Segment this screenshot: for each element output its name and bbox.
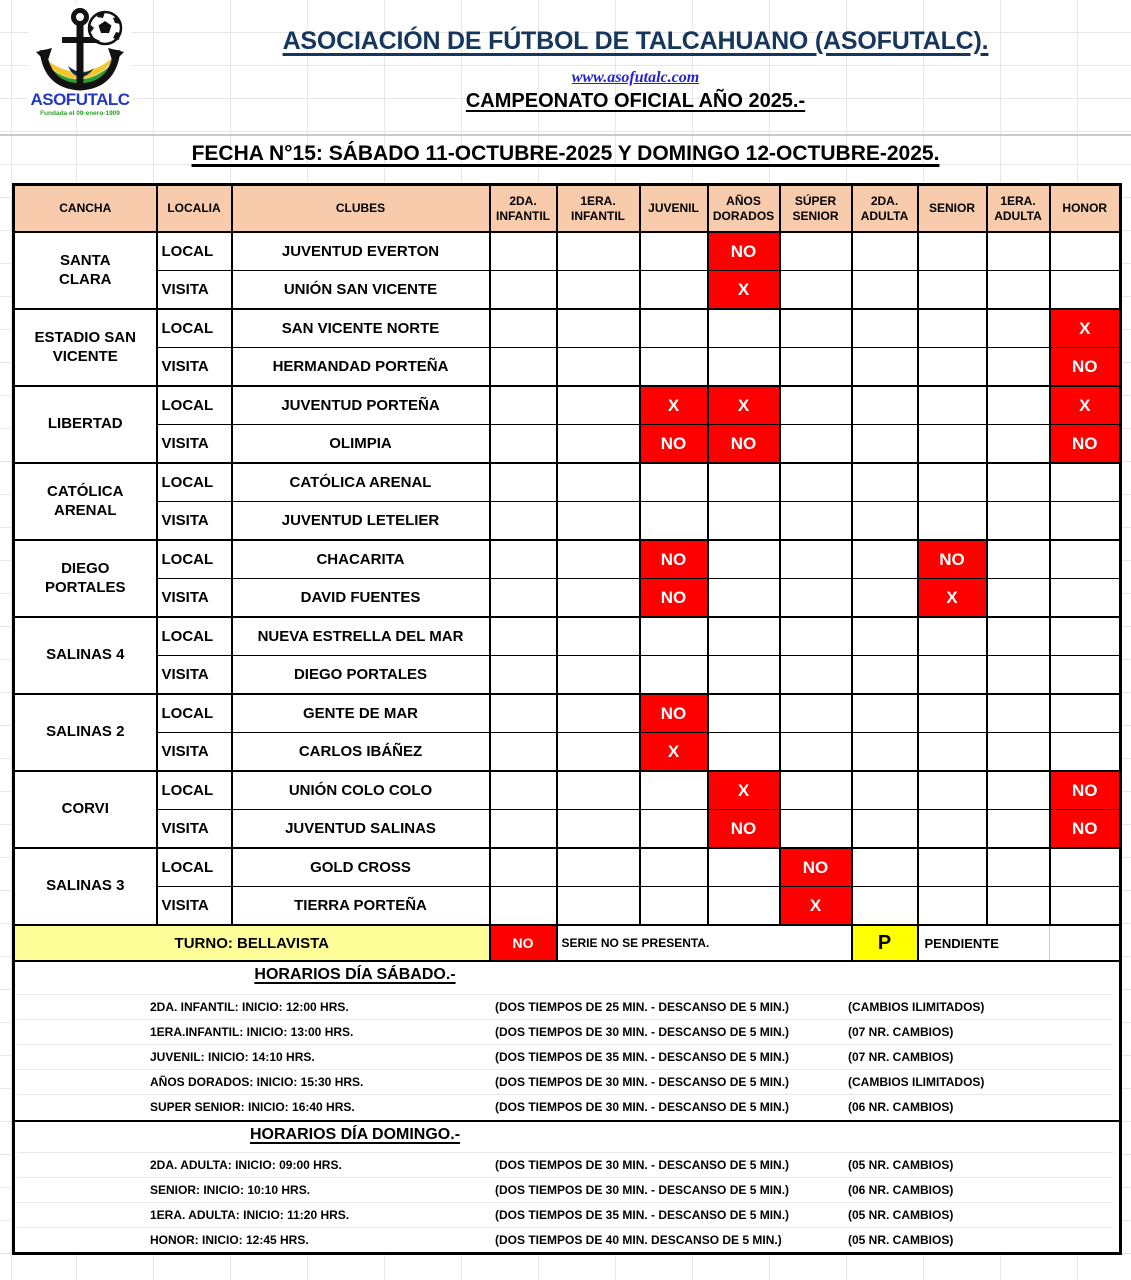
localia-cell: LOCAL xyxy=(157,309,232,348)
empty-cell-senior xyxy=(918,348,987,387)
website-link-row xyxy=(150,69,1121,87)
club-cell: JUVENTUD SALINAS xyxy=(232,810,490,849)
localia-cell: LOCAL xyxy=(157,463,232,502)
mark-cell-senior: NO xyxy=(918,540,987,579)
localia-cell: LOCAL xyxy=(157,771,232,810)
venue-cell: SALINAS 2 xyxy=(14,694,157,771)
empty-cell-adulta1 xyxy=(987,694,1050,733)
schedule-block-row xyxy=(14,1121,1121,1254)
club-cell: NUEVA ESTRELLA DEL MAR xyxy=(232,617,490,656)
empty-cell-adulta1 xyxy=(987,656,1050,695)
schedule-changes: (06 NR. CAMBIOS) xyxy=(848,1183,954,1197)
venue-cell: LIBERTAD xyxy=(14,386,157,463)
empty-cell-adulta1 xyxy=(987,579,1050,618)
schedule-row xyxy=(17,994,1113,1020)
empty-cell-infantil2 xyxy=(490,309,557,348)
schedule-serie: AÑOS DORADOS: INICIO: 15:30 HRS. xyxy=(150,1075,364,1089)
empty-cell-dorados xyxy=(708,348,780,387)
fixture-row xyxy=(14,386,1121,425)
empty-cell-super_senior xyxy=(780,309,852,348)
empty-cell-adulta2 xyxy=(852,887,918,926)
venue-cell: SALINAS 4 xyxy=(14,617,157,694)
empty-cell-adulta2 xyxy=(852,656,918,695)
fixture-row xyxy=(14,348,1121,387)
club-cell: JUVENTUD PORTEÑA xyxy=(232,386,490,425)
empty-cell-infantil1 xyxy=(557,694,640,733)
empty-cell-honor xyxy=(1050,579,1121,618)
column-header: 2DA. ADULTA xyxy=(852,185,918,233)
mark-cell-juvenil: NO xyxy=(640,579,708,618)
empty-cell-dorados xyxy=(708,463,780,502)
mark-cell-juvenil: X xyxy=(640,386,708,425)
empty-cell-senior xyxy=(918,694,987,733)
column-header: 2DA. INFANTIL xyxy=(490,185,557,233)
empty-cell-infantil2 xyxy=(490,579,557,618)
empty-cell-super_senior xyxy=(780,733,852,772)
empty-cell-infantil1 xyxy=(557,733,640,772)
empty-cell-adulta1 xyxy=(987,232,1050,271)
schedule-row xyxy=(17,1152,1113,1178)
club-cell: UNIÓN COLO COLO xyxy=(232,771,490,810)
empty-cell-adulta2 xyxy=(852,540,918,579)
schedule-serie: 1ERA.INFANTIL: INICIO: 13:00 HRS. xyxy=(150,1025,354,1039)
schedule-row xyxy=(17,1069,1113,1095)
club-cell: SAN VICENTE NORTE xyxy=(232,309,490,348)
schedule-serie: SUPER SENIOR: INICIO: 16:40 HRS. xyxy=(150,1100,355,1114)
mark-cell-dorados: X xyxy=(708,386,780,425)
empty-cell-juvenil xyxy=(640,232,708,271)
mark-cell-dorados: X xyxy=(708,771,780,810)
empty-cell-dorados xyxy=(708,733,780,772)
empty-cell-adulta2 xyxy=(852,502,918,541)
empty-cell-super_senior xyxy=(780,463,852,502)
empty-cell-honor xyxy=(1050,617,1121,656)
empty-cell-senior xyxy=(918,771,987,810)
mark-cell-juvenil: NO xyxy=(640,540,708,579)
empty-cell-honor xyxy=(1050,502,1121,541)
empty-cell-dorados xyxy=(708,579,780,618)
empty-cell-infantil1 xyxy=(557,810,640,849)
empty-cell-senior xyxy=(918,425,987,464)
turno-pending-mark-cell: P xyxy=(852,925,918,961)
schedule-duration: (DOS TIEMPOS DE 40 MIN. DESCANSO DE 5 MIN.) xyxy=(495,1233,782,1247)
logo-founded-text: Fundada el 09-enero-1909 xyxy=(40,110,120,117)
empty-cell-honor xyxy=(1050,463,1121,502)
venue-cell: CORVI xyxy=(14,771,157,848)
turno-empty-cell xyxy=(1050,925,1121,961)
empty-cell-infantil1 xyxy=(557,579,640,618)
empty-cell-super_senior xyxy=(780,271,852,310)
empty-cell-juvenil xyxy=(640,848,708,887)
empty-cell-infantil2 xyxy=(490,271,557,310)
empty-cell-dorados xyxy=(708,694,780,733)
mark-cell-honor: NO xyxy=(1050,771,1121,810)
mark-cell-super_senior: NO xyxy=(780,848,852,887)
schedule-duration: (DOS TIEMPOS DE 35 MIN. - DESCANSO DE 5 MIN.) xyxy=(495,1208,790,1222)
empty-cell-infantil2 xyxy=(490,694,557,733)
empty-cell-infantil2 xyxy=(490,386,557,425)
empty-cell-super_senior xyxy=(780,386,852,425)
fixture-row xyxy=(14,502,1121,541)
turno-no-mark-cell: NO xyxy=(490,925,557,961)
empty-cell-senior xyxy=(918,309,987,348)
mark-cell-juvenil: NO xyxy=(640,694,708,733)
empty-cell-super_senior xyxy=(780,810,852,849)
localia-cell: VISITA xyxy=(157,887,232,926)
empty-cell-adulta2 xyxy=(852,425,918,464)
empty-cell-super_senior xyxy=(780,656,852,695)
column-header: SÚPER SENIOR xyxy=(780,185,852,233)
schedule-duration: (DOS TIEMPOS DE 30 MIN. - DESCANSO DE 5 MIN.) xyxy=(495,1100,790,1114)
empty-cell-adulta1 xyxy=(987,425,1050,464)
empty-cell-infantil1 xyxy=(557,348,640,387)
empty-cell-senior xyxy=(918,463,987,502)
column-header: JUVENIL xyxy=(640,185,708,233)
empty-cell-adulta2 xyxy=(852,271,918,310)
schedule-title: HORARIOS DÍA DOMINGO.- xyxy=(249,1126,461,1143)
club-cell: JUVENTUD EVERTON xyxy=(232,232,490,271)
mark-cell-honor: NO xyxy=(1050,810,1121,849)
empty-cell-adulta1 xyxy=(987,887,1050,926)
club-cell: HERMANDAD PORTEÑA xyxy=(232,348,490,387)
empty-cell-adulta2 xyxy=(852,463,918,502)
fixture-row xyxy=(14,771,1121,810)
fixtures-table xyxy=(12,183,1122,1255)
column-header: CLUBES xyxy=(232,185,490,233)
localia-cell: LOCAL xyxy=(157,617,232,656)
empty-cell-honor xyxy=(1050,887,1121,926)
empty-cell-infantil2 xyxy=(490,232,557,271)
empty-cell-senior xyxy=(918,232,987,271)
mark-cell-super_senior: X xyxy=(780,887,852,926)
empty-cell-infantil2 xyxy=(490,887,557,926)
empty-cell-infantil1 xyxy=(557,232,640,271)
schedule-serie: HONOR: INICIO: 12:45 HRS. xyxy=(150,1233,309,1247)
schedule-block-row xyxy=(14,961,1121,1121)
column-header: LOCALIA xyxy=(157,185,232,233)
schedule-row xyxy=(17,1044,1113,1070)
fixture-row xyxy=(14,656,1121,695)
empty-cell-dorados xyxy=(708,617,780,656)
empty-cell-infantil1 xyxy=(557,656,640,695)
turno-pending-label-cell: PENDIENTE xyxy=(918,925,1050,961)
empty-cell-juvenil xyxy=(640,656,708,695)
schedule-row xyxy=(17,1202,1113,1228)
empty-cell-senior xyxy=(918,810,987,849)
mark-cell-dorados: X xyxy=(708,271,780,310)
empty-cell-super_senior xyxy=(780,232,852,271)
empty-cell-adulta1 xyxy=(987,309,1050,348)
schedule-changes: (05 NR. CAMBIOS) xyxy=(848,1208,954,1222)
empty-cell-super_senior xyxy=(780,579,852,618)
empty-cell-dorados xyxy=(708,502,780,541)
empty-cell-adulta2 xyxy=(852,848,918,887)
empty-cell-adulta1 xyxy=(987,348,1050,387)
empty-cell-juvenil xyxy=(640,810,708,849)
anchor-ball-logo-graphic xyxy=(28,4,132,118)
turno-note-cell: SERIE NO SE PRESENTA. xyxy=(557,925,852,961)
club-cell: CATÓLICA ARENAL xyxy=(232,463,490,502)
fixture-row xyxy=(14,848,1121,887)
club-cell: DAVID FUENTES xyxy=(232,579,490,618)
empty-cell-super_senior xyxy=(780,425,852,464)
empty-cell-senior xyxy=(918,502,987,541)
localia-cell: LOCAL xyxy=(157,232,232,271)
empty-cell-senior xyxy=(918,386,987,425)
schedule-title: HORARIOS DÍA SÁBADO.- xyxy=(254,966,456,983)
mark-cell-juvenil: NO xyxy=(640,425,708,464)
empty-cell-infantil1 xyxy=(557,617,640,656)
schedule-changes: (06 NR. CAMBIOS) xyxy=(848,1100,954,1114)
empty-cell-adulta1 xyxy=(987,540,1050,579)
empty-cell-dorados xyxy=(708,848,780,887)
club-cell: TIERRA PORTEÑA xyxy=(232,887,490,926)
club-cell: UNIÓN SAN VICENTE xyxy=(232,271,490,310)
empty-cell-honor xyxy=(1050,271,1121,310)
empty-cell-adulta2 xyxy=(852,232,918,271)
empty-cell-super_senior xyxy=(780,771,852,810)
empty-cell-infantil2 xyxy=(490,617,557,656)
turno-label-cell: TURNO: BELLAVISTA xyxy=(14,925,490,961)
fixture-row xyxy=(14,810,1121,849)
fixture-row xyxy=(14,425,1121,464)
empty-cell-infantil2 xyxy=(490,771,557,810)
empty-cell-infantil1 xyxy=(557,271,640,310)
page-title: ASOCIACIÓN DE FÚTBOL DE TALCAHUANO (ASOFUTALC). xyxy=(282,27,989,55)
empty-cell-infantil1 xyxy=(557,463,640,502)
schedule-row xyxy=(17,1094,1113,1120)
turno-row xyxy=(14,925,1121,961)
asofutalc-logo xyxy=(28,4,132,118)
empty-cell-infantil2 xyxy=(490,540,557,579)
empty-cell-adulta1 xyxy=(987,733,1050,772)
empty-cell-juvenil xyxy=(640,463,708,502)
empty-cell-senior xyxy=(918,848,987,887)
club-cell: JUVENTUD LETELIER xyxy=(232,502,490,541)
schedule-serie: 2DA. INFANTIL: INICIO: 12:00 HRS. xyxy=(150,1000,349,1014)
column-header: CANCHA xyxy=(14,185,157,233)
mark-cell-dorados: NO xyxy=(708,425,780,464)
empty-cell-infantil1 xyxy=(557,309,640,348)
empty-cell-infantil1 xyxy=(557,540,640,579)
empty-cell-dorados xyxy=(708,309,780,348)
schedule-block-saturday xyxy=(14,961,1121,1121)
empty-cell-infantil1 xyxy=(557,425,640,464)
club-cell: DIEGO PORTALES xyxy=(232,656,490,695)
localia-cell: VISITA xyxy=(157,579,232,618)
empty-cell-juvenil xyxy=(640,617,708,656)
empty-cell-adulta2 xyxy=(852,771,918,810)
empty-cell-dorados xyxy=(708,540,780,579)
empty-cell-honor xyxy=(1050,694,1121,733)
localia-cell: VISITA xyxy=(157,271,232,310)
fecha-title: FECHA N°15: SÁBADO 11-OCTUBRE-2025 Y DOMINGO 12-OCTUBRE-2025. xyxy=(191,142,940,165)
schedule-changes: (05 NR. CAMBIOS) xyxy=(848,1233,954,1247)
empty-cell-adulta1 xyxy=(987,771,1050,810)
empty-cell-senior xyxy=(918,733,987,772)
empty-cell-adulta1 xyxy=(987,271,1050,310)
mark-cell-honor: NO xyxy=(1050,425,1121,464)
column-header: 1ERA. INFANTIL xyxy=(557,185,640,233)
schedule-duration: (DOS TIEMPOS DE 35 MIN. - DESCANSO DE 5 MIN.) xyxy=(495,1050,790,1064)
venue-cell: SALINAS 3 xyxy=(14,848,157,925)
championship-subtitle: CAMPEONATO OFICIAL AÑO 2025.- xyxy=(465,90,806,112)
fixture-row xyxy=(14,694,1121,733)
fixture-row xyxy=(14,232,1121,271)
fixture-row xyxy=(14,617,1121,656)
empty-cell-juvenil xyxy=(640,887,708,926)
schedule-row xyxy=(17,1227,1113,1253)
fixture-row xyxy=(14,887,1121,926)
empty-cell-adulta2 xyxy=(852,810,918,849)
club-cell: CARLOS IBÁÑEZ xyxy=(232,733,490,772)
localia-cell: LOCAL xyxy=(157,694,232,733)
empty-cell-infantil2 xyxy=(490,848,557,887)
empty-cell-super_senior xyxy=(780,694,852,733)
mark-cell-honor: NO xyxy=(1050,348,1121,387)
schedule-serie: SENIOR: INICIO: 10:10 HRS. xyxy=(150,1183,311,1197)
empty-cell-juvenil xyxy=(640,309,708,348)
empty-cell-dorados xyxy=(708,656,780,695)
mark-cell-dorados: NO xyxy=(708,810,780,849)
localia-cell: VISITA xyxy=(157,348,232,387)
divider-line xyxy=(0,134,1131,136)
schedule-duration: (DOS TIEMPOS DE 30 MIN. - DESCANSO DE 5 MIN.) xyxy=(495,1025,790,1039)
localia-cell: VISITA xyxy=(157,656,232,695)
schedule-block-sunday xyxy=(14,1121,1121,1254)
empty-cell-super_senior xyxy=(780,348,852,387)
header-row xyxy=(14,185,1121,233)
schedule-changes: (CAMBIOS ILIMITADOS) xyxy=(848,1000,985,1014)
localia-cell: LOCAL xyxy=(157,848,232,887)
mark-cell-senior: X xyxy=(918,579,987,618)
empty-cell-adulta2 xyxy=(852,694,918,733)
fixture-row xyxy=(14,733,1121,772)
empty-cell-infantil1 xyxy=(557,502,640,541)
empty-cell-infantil2 xyxy=(490,733,557,772)
logo-soccer-ball xyxy=(89,12,122,44)
empty-cell-adulta2 xyxy=(852,733,918,772)
schedule-duration: (DOS TIEMPOS DE 25 MIN. - DESCANSO DE 5 MIN.) xyxy=(495,1000,790,1014)
empty-cell-adulta2 xyxy=(852,348,918,387)
empty-cell-adulta1 xyxy=(987,463,1050,502)
club-cell: CHACARITA xyxy=(232,540,490,579)
schedule-changes: (CAMBIOS ILIMITADOS) xyxy=(848,1075,985,1089)
empty-cell-adulta2 xyxy=(852,579,918,618)
empty-cell-adulta1 xyxy=(987,810,1050,849)
schedule-row xyxy=(17,1019,1113,1045)
club-cell: GOLD CROSS xyxy=(232,848,490,887)
club-cell: GENTE DE MAR xyxy=(232,694,490,733)
empty-cell-infantil2 xyxy=(490,348,557,387)
column-header: HONOR xyxy=(1050,185,1121,233)
fixture-row xyxy=(14,271,1121,310)
empty-cell-infantil1 xyxy=(557,848,640,887)
mark-cell-dorados: NO xyxy=(708,232,780,271)
empty-cell-adulta1 xyxy=(987,502,1050,541)
empty-cell-super_senior xyxy=(780,617,852,656)
empty-cell-infantil2 xyxy=(490,425,557,464)
empty-cell-senior xyxy=(918,656,987,695)
empty-cell-honor xyxy=(1050,848,1121,887)
mark-cell-honor: X xyxy=(1050,386,1121,425)
empty-cell-senior xyxy=(918,617,987,656)
empty-cell-adulta1 xyxy=(987,617,1050,656)
club-cell: OLIMPIA xyxy=(232,425,490,464)
empty-cell-juvenil xyxy=(640,771,708,810)
schedule-serie: 2DA. ADULTA: INICIO: 09:00 HRS. xyxy=(150,1158,342,1172)
empty-cell-infantil2 xyxy=(490,463,557,502)
empty-cell-infantil2 xyxy=(490,656,557,695)
mark-cell-honor: X xyxy=(1050,309,1121,348)
schedule-changes: (07 NR. CAMBIOS) xyxy=(848,1025,954,1039)
localia-cell: VISITA xyxy=(157,733,232,772)
empty-cell-adulta2 xyxy=(852,386,918,425)
website-link[interactable]: www.asofutalc.com xyxy=(571,69,700,86)
mark-cell-juvenil: X xyxy=(640,733,708,772)
empty-cell-honor xyxy=(1050,540,1121,579)
localia-cell: VISITA xyxy=(157,810,232,849)
venue-cell: ESTADIO SAN VICENTE xyxy=(14,309,157,386)
fixture-row xyxy=(14,540,1121,579)
empty-cell-adulta1 xyxy=(987,386,1050,425)
schedule-duration: (DOS TIEMPOS DE 30 MIN. - DESCANSO DE 5 MIN.) xyxy=(495,1158,790,1172)
empty-cell-dorados xyxy=(708,887,780,926)
fixture-row xyxy=(14,463,1121,502)
empty-cell-adulta1 xyxy=(987,848,1050,887)
venue-cell: CATÓLICA ARENAL xyxy=(14,463,157,540)
empty-cell-infantil2 xyxy=(490,810,557,849)
empty-cell-infantil1 xyxy=(557,771,640,810)
empty-cell-juvenil xyxy=(640,348,708,387)
empty-cell-honor xyxy=(1050,733,1121,772)
localia-cell: VISITA xyxy=(157,425,232,464)
schedule-duration: (DOS TIEMPOS DE 30 MIN. - DESCANSO DE 5 MIN.) xyxy=(495,1183,790,1197)
column-header: AÑOS DORADOS xyxy=(708,185,780,233)
empty-cell-adulta2 xyxy=(852,617,918,656)
empty-cell-super_senior xyxy=(780,540,852,579)
empty-cell-infantil1 xyxy=(557,386,640,425)
schedule-serie: 1ERA. ADULTA: INICIO: 11:20 HRS. xyxy=(150,1208,350,1222)
schedule-changes: (05 NR. CAMBIOS) xyxy=(848,1158,954,1172)
schedule-duration: (DOS TIEMPOS DE 30 MIN. - DESCANSO DE 5 MIN.) xyxy=(495,1075,790,1089)
localia-cell: LOCAL xyxy=(157,540,232,579)
fixture-row xyxy=(14,309,1121,348)
empty-cell-adulta2 xyxy=(852,309,918,348)
schedule-serie: JUVENIL: INICIO: 14:10 HRS. xyxy=(150,1050,315,1064)
venue-cell: SANTA CLARA xyxy=(14,232,157,309)
empty-cell-honor xyxy=(1050,656,1121,695)
empty-cell-senior xyxy=(918,271,987,310)
empty-cell-infantil2 xyxy=(490,502,557,541)
empty-cell-super_senior xyxy=(780,502,852,541)
localia-cell: LOCAL xyxy=(157,386,232,425)
empty-cell-juvenil xyxy=(640,502,708,541)
empty-cell-honor xyxy=(1050,232,1121,271)
logo-org-text: ASOFUTALC xyxy=(30,90,130,109)
empty-cell-juvenil xyxy=(640,271,708,310)
fixture-row xyxy=(14,579,1121,618)
empty-cell-senior xyxy=(918,887,987,926)
column-header: 1ERA. ADULTA xyxy=(987,185,1050,233)
schedule-row xyxy=(17,1177,1113,1203)
venue-cell: DIEGO PORTALES xyxy=(14,540,157,617)
column-header: SENIOR xyxy=(918,185,987,233)
schedule-changes: (07 NR. CAMBIOS) xyxy=(848,1050,954,1064)
localia-cell: VISITA xyxy=(157,502,232,541)
empty-cell-infantil1 xyxy=(557,887,640,926)
